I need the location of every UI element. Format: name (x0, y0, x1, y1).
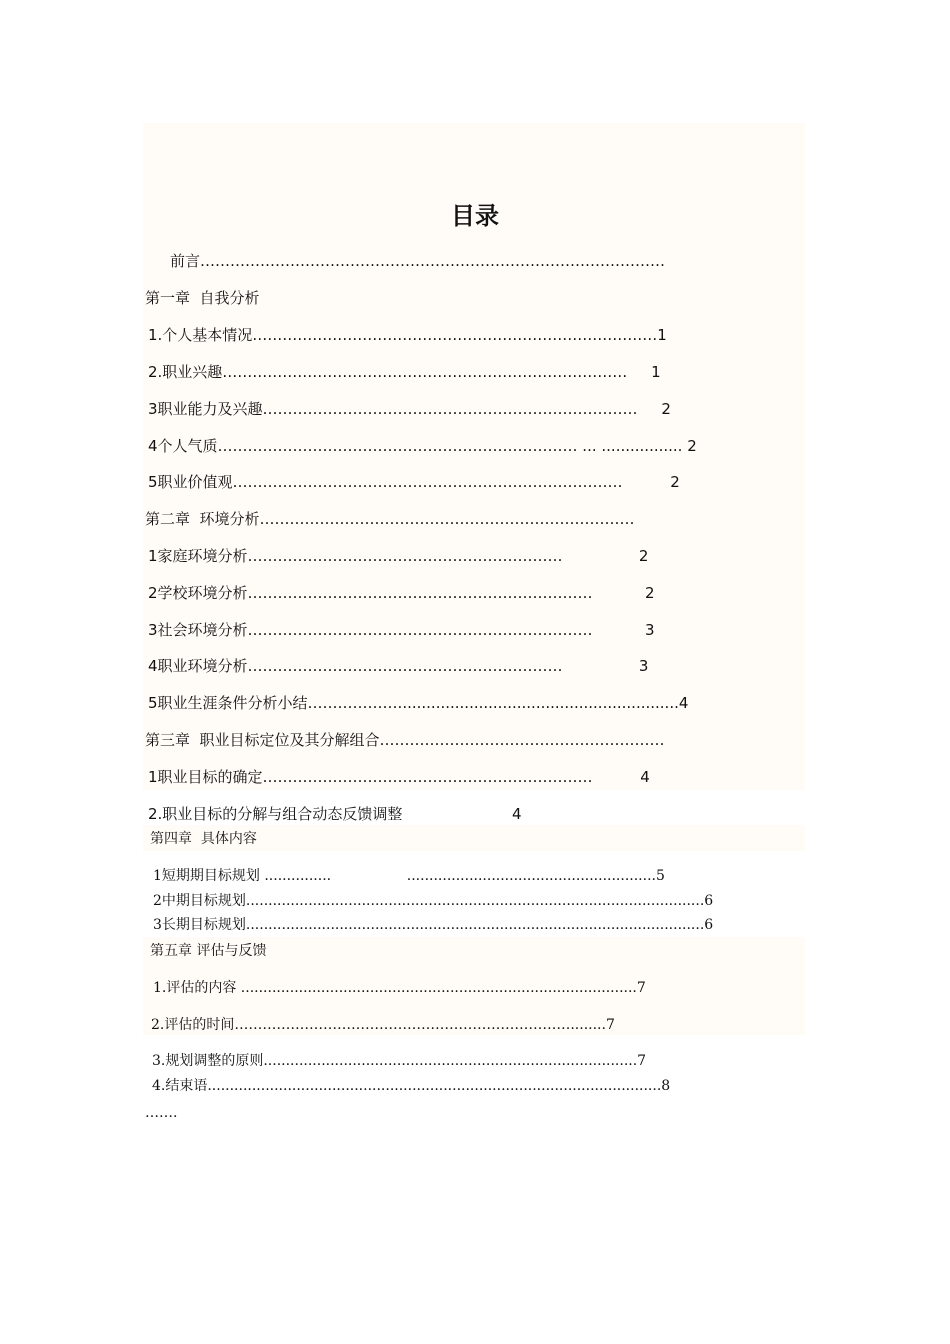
toc-entry[interactable]: 2.职业目标的分解与组合动态反馈调整 4 (148, 805, 522, 823)
toc-chapter-3[interactable]: 第三章 职业目标定位及其分解组合………………………………………………… (145, 731, 665, 749)
toc-entry[interactable]: 4.结束语......................................................................................................8 (152, 1078, 671, 1094)
toc-entry[interactable]: 4职业环境分析……………………………………………………… 3 (148, 657, 649, 675)
toc-entry[interactable]: 3社会环境分析…………………………………………………………… 3 (148, 621, 655, 639)
toc-chapter-4[interactable]: 第四章 具体内容 (150, 831, 257, 847)
toc-entry[interactable]: 2.评估的时间………………………………………………………………........7 (151, 1017, 615, 1033)
toc-entry[interactable]: 2学校环境分析…………………………………………………………… 2 (148, 584, 655, 602)
toc-entry[interactable]: 4个人气质……………………………………………………………… ... ................. 2 (148, 437, 697, 455)
toc-title: 目录 (451, 202, 499, 230)
toc-entry[interactable]: 3职业能力及兴趣………………………………………………………………… 2 (148, 400, 671, 418)
toc-chapter-5[interactable]: 第五章 评估与反馈 (150, 943, 267, 959)
toc-entry[interactable]: 1.评估的内容 .........................................................................................7 (153, 980, 646, 996)
toc-entry[interactable]: 2.职业兴趣……………………………………………………………………… 1 (148, 363, 661, 381)
toc-entry[interactable]: 3长期目标规划.......................................................................................................6 (153, 917, 714, 933)
toc-chapter-2[interactable]: 第二章 环境分析………………………………………………………………… (145, 510, 635, 528)
toc-entry[interactable]: 1.个人基本情况………………………………………………………………………1 (148, 326, 667, 344)
toc-entry[interactable]: 5职业生涯条件分析小结………………...........................................................4 (148, 694, 689, 712)
trailing-ellipsis: ……. (145, 1105, 178, 1121)
toc-entry[interactable]: 3.规划调整的原则....................................................................................7 (152, 1053, 647, 1069)
toc-entry[interactable]: 5职业价值观…………………………………………………………………… 2 (148, 473, 680, 491)
toc-entry[interactable]: 1家庭环境分析……………………………………………………… 2 (148, 547, 649, 565)
toc-entry[interactable]: 2中期目标规划.......................................................................................................6 (153, 893, 714, 909)
toc-chapter-1[interactable]: 第一章 自我分析 (145, 289, 260, 307)
toc-entry[interactable]: 1短期期目标规划 ............... ........................................................5 (153, 868, 665, 884)
toc-entry-preface[interactable]: 前言………………………………………………………………………………… (170, 252, 666, 270)
toc-entry[interactable]: 1职业目标的确定………………………………………………………… 4 (148, 768, 650, 786)
